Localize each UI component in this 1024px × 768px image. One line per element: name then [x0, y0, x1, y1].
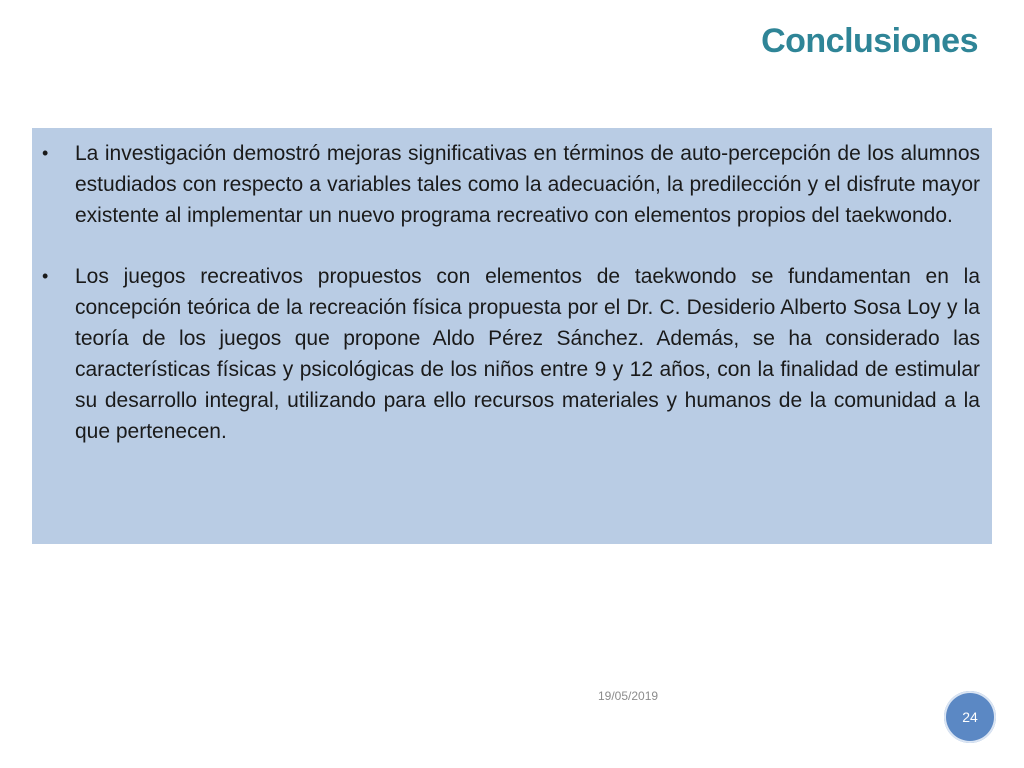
slide-title: Conclusiones [761, 22, 978, 60]
bullet-text: Los juegos recreativos propuestos con elementos de taekwondo se fundamentan en la concepción teórica de la recreación física propuesta por el Dr. C. Desiderio Alberto Sosa Loy y la teoría de los juegos que propone Aldo Pérez Sánchez. Además, se ha considerado las características físicas y psicológicas de los niños entre 9 y 12 años, con la finalidad de estimular su desarrollo integral, utilizando para ello recursos materiales y humanos de la comunidad a la que pertenecen. [75, 265, 980, 443]
content-box [32, 128, 992, 544]
page-number-badge [944, 691, 996, 743]
bullet-marker: • [42, 143, 49, 163]
bullet-item [32, 138, 980, 231]
bullet-text: La investigación demostró mejoras significativas en términos de auto-percepción de los alumnos estudiados con respecto a variables tales como la adecuación, la predilección y el disfrute mayor existente al implementar un nuevo programa recreativo con elementos propios del taekwondo. [75, 142, 980, 227]
footer-date: 19/05/2019 [598, 689, 659, 703]
bullet-item [32, 261, 980, 447]
page-number: 24 [962, 709, 978, 725]
bullet-marker: • [42, 266, 49, 286]
bullet-list [32, 138, 980, 447]
